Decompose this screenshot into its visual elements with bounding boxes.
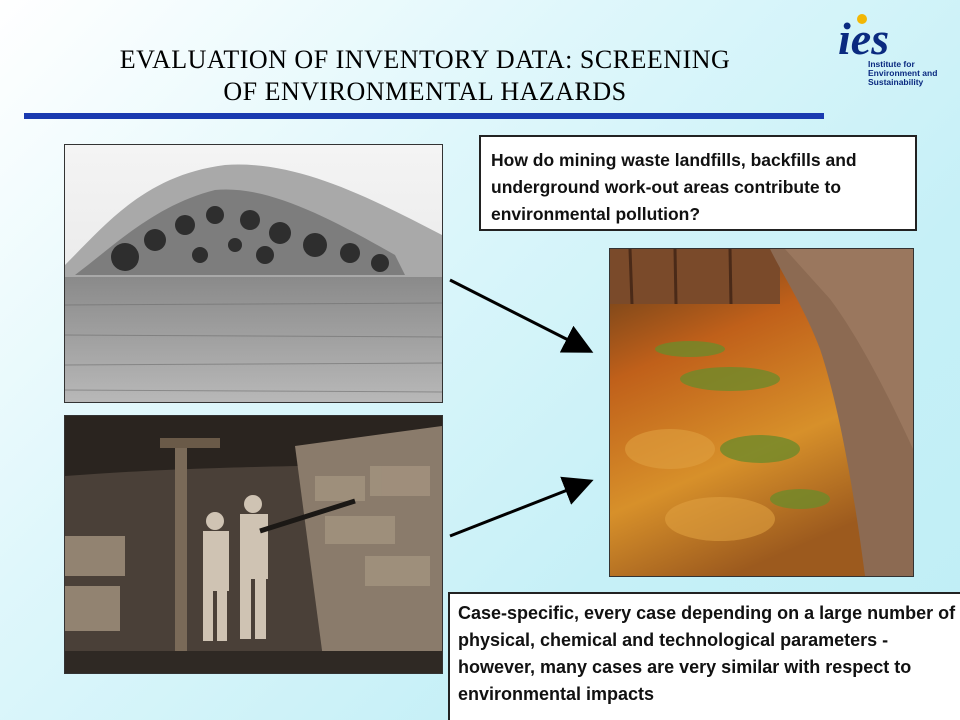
logo-caption	[868, 60, 937, 87]
logo-caption-line-2: Environment and	[868, 68, 938, 78]
title-underline	[24, 113, 824, 119]
logo-caption-line-3: Sustainability	[868, 77, 924, 87]
arrow-bottom	[450, 482, 588, 536]
ies-logo-mark	[832, 10, 950, 60]
logo-mark-text: ies	[838, 13, 890, 60]
page-title-line-1: EVALUATION OF INVENTORY DATA: SCREENING	[119, 45, 731, 74]
question-box: How do mining waste landfills, backfills and underground work-out areas contribute to environmental pollution?	[479, 135, 917, 231]
ies-logo	[832, 10, 950, 90]
connector-arrows	[440, 270, 610, 550]
page-title-line-2: OF ENVIRONMENTAL HAZARDS	[223, 77, 627, 106]
photo-acid-mine-drainage	[609, 248, 914, 577]
photo-underground-miners	[64, 415, 443, 674]
photo-waste-heap	[64, 144, 443, 403]
logo-caption-line-1: Institute for	[868, 59, 915, 69]
page-title	[40, 44, 810, 108]
arrow-top	[450, 280, 588, 350]
answer-box: Case-specific, every case depending on a large number of physical, chemical and technological parameters - however, many cases are very similar with respect to environmental impacts	[448, 592, 960, 720]
